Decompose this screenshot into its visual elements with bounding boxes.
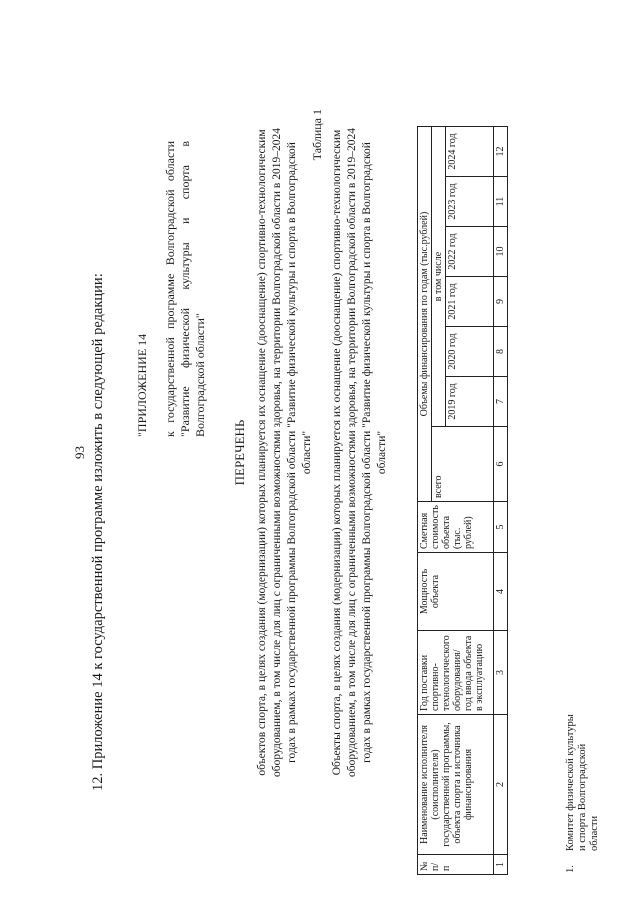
col-number-4: 4 <box>494 553 508 631</box>
header-year-2020: 2020 год <box>446 327 494 377</box>
funding-table <box>417 126 508 875</box>
header-year-2019: 2019 год <box>446 377 494 427</box>
col-number-5: 5 <box>494 502 508 553</box>
col-number-3: 3 <box>494 631 508 715</box>
col-number-8: 8 <box>494 327 508 377</box>
row-1-number: 1. <box>565 865 576 873</box>
header-year-2023: 2023 год <box>446 177 494 227</box>
row-1-name: Комитет физической культуры и спорта Волгоградской области <box>565 714 600 851</box>
header-name: Наименование исполнителя (соисполнителя) государственной программы, объекта спорта и источника финансирования <box>418 715 494 855</box>
header-total: всего <box>432 427 494 502</box>
appendix-title: "ПРИЛОЖЕНИЕ 14 <box>135 333 149 437</box>
list-description: объектов спорта, в целях создания (модернизации) которых планируется их оснащение (дооснащение) спортивно-технологическим оборудованием, в том числе для лиц с ограниченными возможностями здоровья, на территории Волгоградской области в 2019–2024 годах в рамках государственной программы Волгоградской области "Развитие физической культуры и спорта в Волгоградской области" <box>256 128 313 777</box>
col-number-10: 10 <box>494 227 508 277</box>
col-number-9: 9 <box>494 277 508 327</box>
objects-heading: Объекты спорта, в целях создания (модернизации) которых планируется их оснащение (дооснащение) спортивно-технологическим оборудованием, в том числе для лиц с ограниченными возможностями здоровья, на территории Волгоградской области в 2019–2024 годах в рамках государственной программы Волгоградской области "Развитие физической культуры и спорта в Волгоградской области" <box>331 128 388 777</box>
col-number-7: 7 <box>494 377 508 427</box>
header-num: № п/п <box>418 855 494 875</box>
header-year-2024: 2024 год <box>446 127 494 177</box>
col-number-6: 6 <box>494 427 508 502</box>
col-number-12: 12 <box>494 127 508 177</box>
header-cost: Сметная стоимость объекта (тыс. рублей) <box>418 502 494 553</box>
header-capacity: Мощность объекта <box>418 553 494 631</box>
header-year: Год поставки спортивно-технологического оборудования/ год ввода объекта в эксплуатацию <box>418 631 494 715</box>
appendix-text: к государственной программе Волгоградской области "Развитие физической культуры и спорта в Волгоградской области" <box>163 141 207 437</box>
table-label: Таблица 1 <box>310 109 324 161</box>
header-year-2021: 2021 год <box>446 277 494 327</box>
col-number-2: 2 <box>494 715 508 855</box>
header-year-2022: 2022 год <box>446 227 494 277</box>
col-number-1: 1 <box>494 855 508 875</box>
list-title: ПЕРЕЧЕНЬ <box>232 419 247 486</box>
page-number: 93 <box>72 446 87 459</box>
intro-paragraph: 12. Приложение 14 к государственной программе изложить в следующей редакции: <box>90 273 106 791</box>
header-including: в том числе <box>432 127 446 427</box>
col-number-11: 11 <box>494 177 508 227</box>
header-funding: Объемы финансирования по годам (тыс.рублей) <box>418 127 432 502</box>
